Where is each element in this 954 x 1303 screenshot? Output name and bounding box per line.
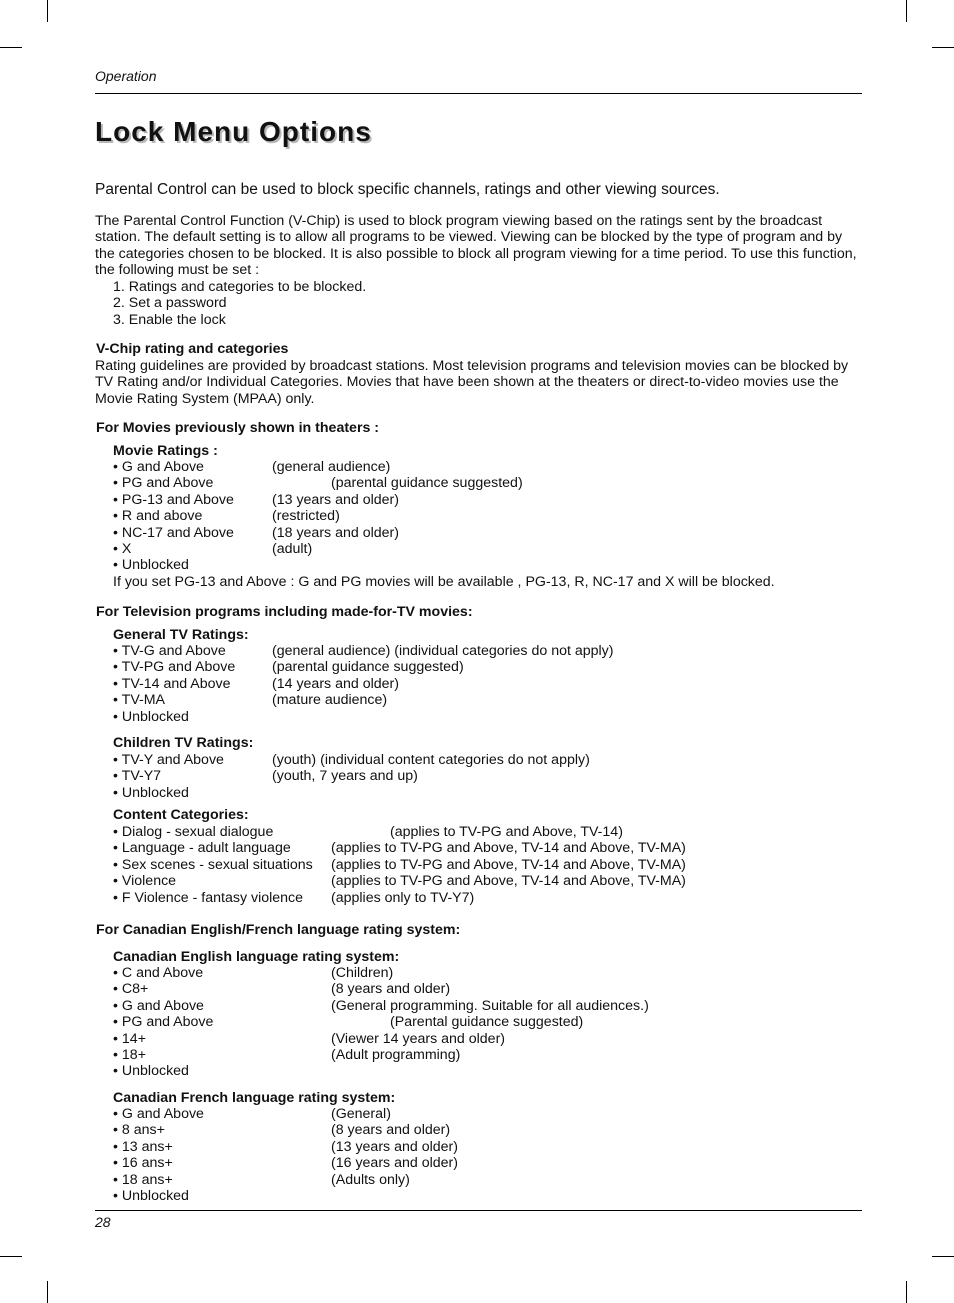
list-item: [113, 1188, 204, 1204]
list-item: [113, 997, 649, 1014]
rating-desc: (adult): [272, 540, 313, 557]
rating-desc: (8 years and older): [331, 1122, 451, 1139]
list-item: [113, 1030, 506, 1047]
vchip-text: Rating guidelines are provided by broadcast stations. Most television programs and television movies can be blocked by TV Rating and/or Individual Categories. Movies that have been shown at the theaters or direct-to-video movies use the Movie Rating System (MPAA) only.: [95, 358, 849, 407]
rating-label: • TV-PG and Above: [113, 659, 236, 676]
list-item: [113, 1138, 458, 1155]
rating-label: • TV-Y and Above: [113, 752, 224, 768]
list-item: [113, 1063, 213, 1079]
rating-label: • TV-G and Above: [113, 643, 226, 659]
category-label: • Sex scenes - sexual situations: [113, 856, 313, 873]
rating-desc: (restricted): [272, 508, 340, 525]
rating-desc: (youth, 7 years and up): [272, 768, 418, 785]
page-title: Lock Menu Options: [95, 116, 372, 147]
canada-heading: For Canadian English/French language rating system:: [96, 922, 461, 938]
rating-label: • 8 ans+: [113, 1122, 165, 1139]
tv-heading: For Television programs including made-for-TV movies:: [96, 604, 473, 620]
rating-desc: (Parental guidance suggested): [390, 1014, 584, 1031]
rating-desc: (general audience): [272, 459, 391, 475]
rating-label: • G and Above: [113, 1106, 204, 1122]
list-item: [113, 475, 523, 492]
list-item: [113, 824, 623, 840]
movies-note: If you set PG-13 and Above : G and PG movies will be available , PG-13, R, NC-17 and X will be blocked.: [113, 574, 775, 590]
rating-label: • NC-17 and Above: [113, 524, 234, 541]
category-desc: (applies to TV-PG and Above, TV-14): [390, 824, 623, 840]
list-item: [113, 524, 399, 541]
footer-rule: [95, 1210, 862, 1211]
rating-label: • PG and Above: [113, 1014, 214, 1031]
crop-mark: [906, 1281, 907, 1303]
category-label: • Dialog - sexual dialogue: [113, 824, 274, 840]
rating-label: • Unblocked: [113, 784, 189, 801]
description-text: The Parental Control Function (V-Chip) is used to block program viewing based on the ratings sent by the broadcast station. The default setting is to allow all programs to be viewed. Viewing can be blocked by the type of program and by the categories chosen to be blocked. It is also possible to block all program viewing for a time period. To use this function, the following must be set :: [95, 213, 857, 279]
rating-label: • Unblocked: [113, 708, 189, 725]
canada-french-list: [113, 1106, 458, 1204]
rating-label: • 13 ans+: [113, 1138, 173, 1155]
list-item: [113, 785, 224, 801]
rating-desc: (mature audience): [272, 692, 388, 709]
category-label: • F Violence - fantasy violence: [113, 889, 304, 906]
rating-label: • 18+: [113, 1046, 146, 1063]
rating-desc: (Viewer 14 years and older): [331, 1030, 506, 1047]
rating-label: • PG and Above: [113, 475, 214, 492]
list-item: [113, 643, 614, 659]
page-number: 28: [95, 1214, 111, 1230]
category-label: • Violence: [113, 873, 177, 890]
steps-list: [113, 279, 366, 328]
crop-mark: [0, 47, 22, 48]
list-item: [113, 856, 686, 873]
rating-label: • C8+: [113, 981, 149, 998]
rating-desc: (general audience) (individual categories do not apply): [272, 643, 614, 659]
list-item: [113, 965, 394, 981]
category-desc: (applies only to TV-Y7): [331, 889, 475, 906]
list-item: [113, 540, 313, 557]
list-item: [113, 459, 391, 475]
rating-label: • R and above: [113, 508, 203, 525]
list-item: [113, 491, 399, 508]
list-item: [113, 768, 418, 785]
rating-desc: (parental guidance suggested): [331, 475, 523, 492]
vchip-heading: V-Chip rating and categories: [96, 341, 289, 357]
rating-label: • TV-Y7: [113, 768, 162, 785]
list-item: [113, 889, 475, 906]
rating-label: • Unblocked: [113, 557, 189, 574]
rating-desc: (14 years and older): [272, 675, 399, 692]
list-item: [113, 709, 235, 725]
canada-french-heading: Canadian French language rating system:: [113, 1090, 396, 1106]
content-categories-list: [113, 824, 686, 906]
rating-label: • X: [113, 540, 132, 557]
list-item: [113, 675, 399, 692]
canada-english-heading: Canadian English language rating system:: [113, 949, 400, 965]
list-item: [113, 692, 388, 709]
rating-desc: (13 years and older): [272, 491, 399, 508]
category-desc: (applies to TV-PG and Above, TV-14 and Above, TV-MA): [331, 840, 686, 857]
rating-label: • G and Above: [113, 459, 204, 475]
rating-desc: (Adult programming): [331, 1046, 461, 1063]
list-item: [113, 981, 451, 998]
rating-desc: (16 years and older): [331, 1155, 458, 1172]
rating-desc: (parental guidance suggested): [272, 659, 464, 676]
general-tv-list: [113, 643, 614, 725]
rating-label: • Unblocked: [113, 1187, 189, 1204]
movies-heading: For Movies previously shown in theaters :: [96, 420, 380, 436]
rating-label: • 16 ans+: [113, 1155, 173, 1172]
rating-desc: (youth) (individual content categories do not apply): [272, 752, 590, 768]
rating-label: • PG-13 and Above: [113, 491, 234, 508]
list-item: [113, 1106, 391, 1122]
list-item: [113, 508, 340, 525]
rating-label: • C and Above: [113, 965, 204, 981]
rating-desc: (Adults only): [331, 1171, 410, 1188]
children-tv-list: [113, 752, 590, 801]
crop-mark: [47, 1281, 48, 1303]
rating-desc: (8 years and older): [331, 981, 451, 998]
category-label: • Language - adult language: [113, 840, 291, 857]
list-item: [113, 1014, 584, 1031]
rating-desc: (General programming. Suitable for all audiences.): [331, 997, 649, 1014]
general-tv-heading: General TV Ratings:: [113, 627, 249, 643]
page-header: Operation: [95, 68, 157, 84]
list-item: [113, 752, 590, 768]
list-item: [113, 1046, 461, 1063]
category-desc: (applies to TV-PG and Above, TV-14 and Above, TV-MA): [331, 856, 686, 873]
list-item: [113, 1171, 410, 1188]
rating-label: • 18 ans+: [113, 1171, 173, 1188]
movie-ratings-heading: Movie Ratings :: [113, 443, 218, 459]
list-item: [113, 557, 234, 573]
step-item: 2. Set a password: [113, 295, 227, 312]
list-item: [113, 840, 686, 857]
rating-label: • Unblocked: [113, 1063, 189, 1080]
step-item: 3. Enable the lock: [113, 311, 226, 328]
list-item: [113, 659, 464, 676]
canada-english-list: [113, 965, 649, 1080]
crop-mark: [906, 0, 907, 22]
children-tv-heading: Children TV Ratings:: [113, 735, 254, 751]
crop-mark: [0, 1256, 22, 1257]
rating-desc: (13 years and older): [331, 1138, 458, 1155]
list-item: [113, 1122, 451, 1139]
rating-label: • TV-14 and Above: [113, 675, 231, 692]
crop-mark: [932, 1256, 954, 1257]
rating-label: • 14+: [113, 1030, 146, 1047]
crop-mark: [47, 0, 48, 22]
movie-ratings-list: [113, 459, 523, 574]
rating-desc: (Children): [331, 965, 394, 981]
rating-desc: (18 years and older): [272, 524, 399, 541]
intro-text: Parental Control can be used to block specific channels, ratings and other viewing sources.: [95, 181, 720, 198]
list-item: [113, 1155, 458, 1172]
rating-label: • G and Above: [113, 997, 204, 1014]
crop-mark: [932, 47, 954, 48]
list-item: [113, 873, 686, 890]
content-categories-heading: Content Categories:: [113, 807, 249, 823]
rating-label: • TV-MA: [113, 692, 166, 709]
rating-desc: (General): [331, 1106, 391, 1122]
step-item: 1. Ratings and categories to be blocked.: [113, 279, 367, 295]
header-rule: [95, 93, 862, 94]
category-desc: (applies to TV-PG and Above, TV-14 and Above, TV-MA): [331, 873, 686, 890]
